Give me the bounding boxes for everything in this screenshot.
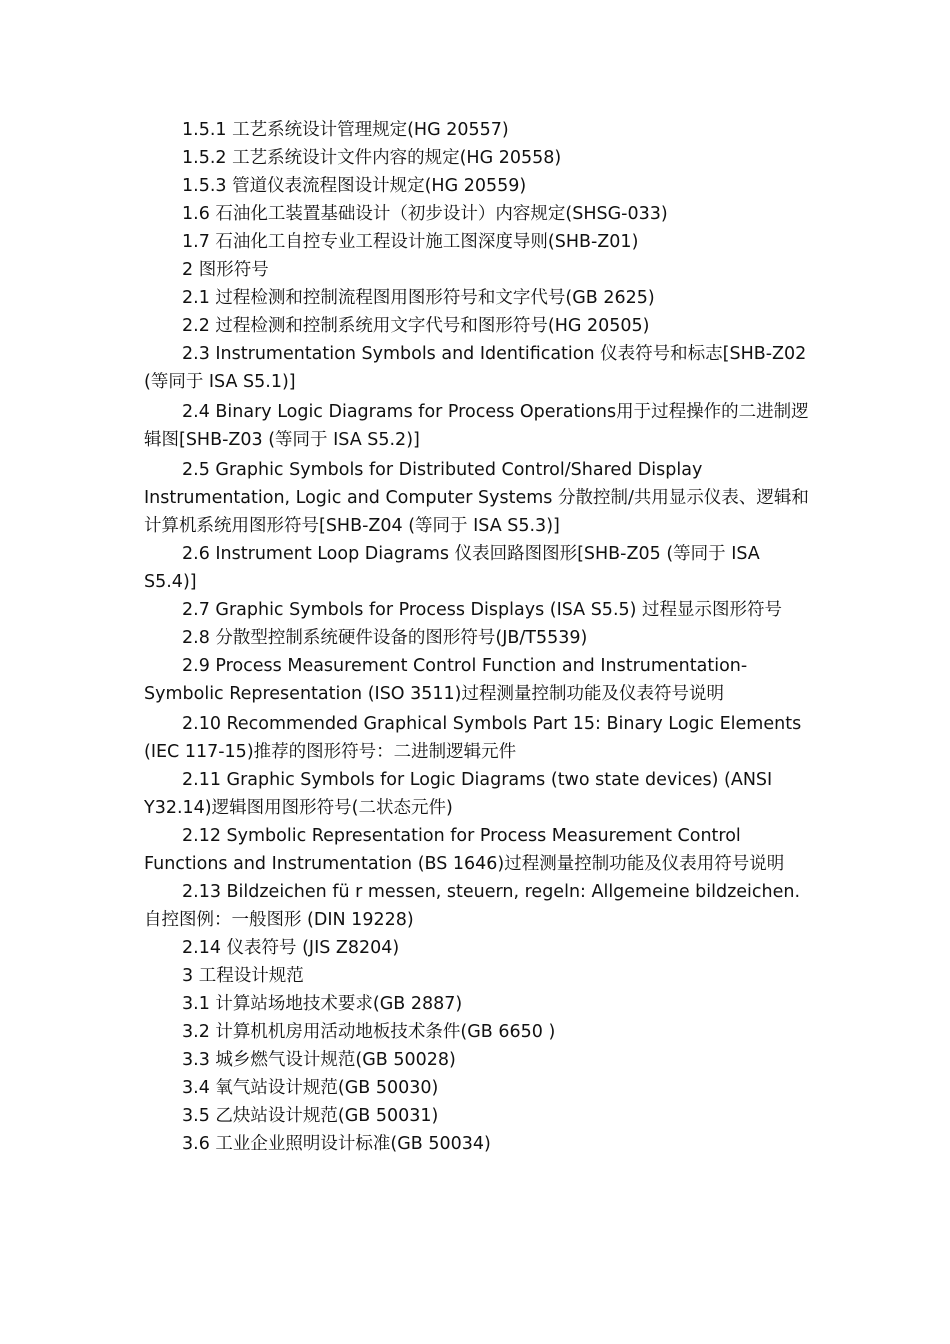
entry-2-4: 2.4 Binary Logic Diagrams for Process Operations用于过程操作的二进制逻辑图[SHB-Z03 (等同于 ISA S5.2)] [144,402,809,450]
entry-2-10: 2.10 Recommended Graphical Symbols Part 15: Binary Logic Elements (IEC 117-15)推荐的图形符号：二进制逻辑元件 [144,714,802,762]
entry-2-9: 2.9 Process Measurement Control Function and Instrumentation-Symbolic Representation (ISO 3511)过程测量控制功能及仪表符号说明 [144,656,748,704]
entry-2-13: 2.13 Bildzeichen fü r messen, steuern, regeln: Allgemeine bildzeichen. 自控图例：一般图形 (DIN 19228) [144,882,801,930]
section-heading-2: 2 图形符号 [182,260,269,280]
entry-2-6: 2.6 Instrument Loop Diagrams 仪表回路图图形[SHB-Z05 (等同于 ISA S5.4)] [144,544,760,592]
entry-2-8: 2.8 分散型控制系统硬件设备的图形符号(JB/T5539) [182,628,588,648]
entry-2-12: 2.12 Symbolic Representation for Process Measurement Control Functions and Instrumentation (BS 1646)过程测量控制功能及仪表用符号说明 [144,826,785,874]
entry-2-14: 2.14 仪表符号 (JIS Z8204) [182,938,400,958]
entry-3-3: 3.3 城乡燃气设计规范(GB 50028) [182,1050,456,1070]
entry-1-6: 1.6 石油化工装置基础设计（初步设计）内容规定(SHSG-033) [182,204,668,224]
entry-1-7: 1.7 石油化工自控专业工程设计施工图深度导则(SHB-Z01) [182,232,639,252]
entry-3-5: 3.5 乙炔站设计规范(GB 50031) [182,1106,439,1126]
entry-3-1: 3.1 计算站场地技术要求(GB 2887) [182,994,463,1014]
entry-1-5-2: 1.5.2 工艺系统设计文件内容的规定(HG 20558) [182,148,562,168]
entry-2-7: 2.7 Graphic Symbols for Process Displays (ISA S5.5) 过程显示图形符号 [182,600,783,620]
entry-3-4: 3.4 氧气站设计规范(GB 50030) [182,1078,439,1098]
entry-3-6: 3.6 工业企业照明设计标准(GB 50034) [182,1134,491,1154]
entry-1-5-3: 1.5.3 管道仪表流程图设计规定(HG 20559) [182,176,527,196]
section-heading-3: 3 工程设计规范 [182,966,304,986]
entry-2-3: 2.3 Instrumentation Symbols and Identification 仪表符号和标志[SHB-Z02 (等同于 ISA S5.1)] [144,344,807,392]
entry-2-1: 2.1 过程检测和控制流程图用图形符号和文字代号(GB 2625) [182,288,655,308]
entry-3-2: 3.2 计算机机房用活动地板技术条件(GB 6650 ) [182,1022,556,1042]
entry-2-11: 2.11 Graphic Symbols for Logic Diagrams (two state devices) (ANSI Y32.14)逻辑图用图形符号(二状态元件) [144,770,773,818]
entry-2-2: 2.2 过程检测和控制系统用文字代号和图形符号(HG 20505) [182,316,650,336]
entry-2-5: 2.5 Graphic Symbols for Distributed Control/Shared Display Instrumentation, Logic and Computer Systems 分散控制/共用显示仪表、逻辑和计算机系统用图形符号[SHB-Z04 (等同于 ISA S5.3)] [144,460,809,536]
document-body [144,116,812,1158]
entry-1-5-1: 1.5.1 工艺系统设计管理规定(HG 20557) [182,120,509,140]
